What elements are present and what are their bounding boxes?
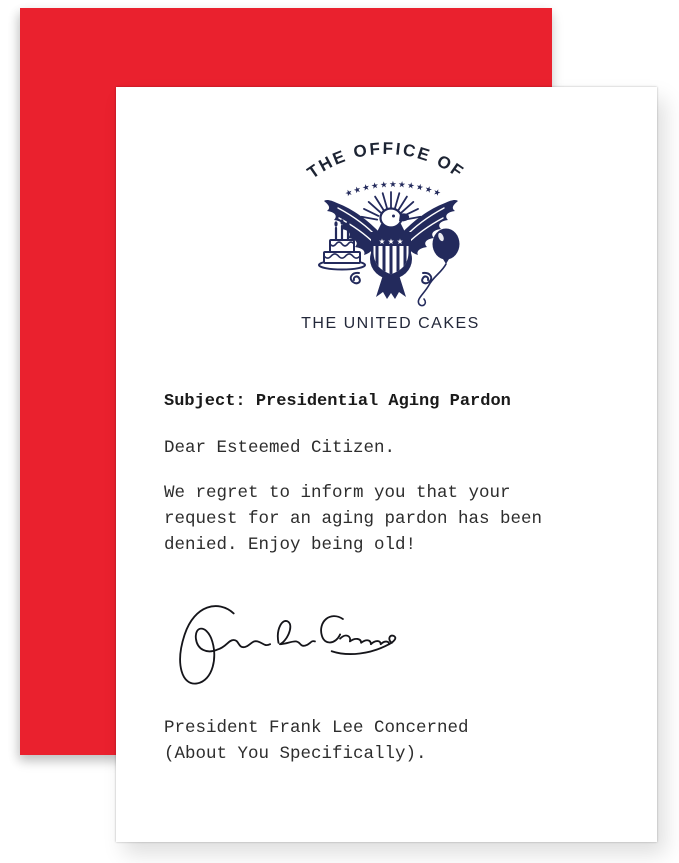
stars-arc-icon: ★★★★★★★★★★★: [343, 180, 443, 200]
letter-salutation: Dear Esteemed Citizen.: [164, 438, 396, 458]
seal-svg: [281, 137, 501, 309]
letter-body-line: We regret to inform you that your: [164, 483, 511, 503]
signoff-block: [164, 715, 617, 767]
office-seal: [164, 137, 617, 314]
svg-text:★: ★: [396, 237, 403, 246]
letter-body-line: denied. Enjoy being old!: [164, 535, 417, 555]
letter-subject: Subject: Presidential Aging Pardon: [164, 392, 511, 411]
arc-title: THE OFFICE OF: [303, 138, 468, 183]
org-name: THE UNITED CAKES: [301, 315, 480, 332]
svg-text:★: ★: [378, 237, 385, 246]
letter-body: [164, 390, 617, 767]
signoff-line: (About You Specifically).: [164, 744, 427, 764]
greeting-card: [116, 87, 657, 842]
svg-text:★: ★: [387, 237, 394, 246]
signoff-line: President Frank Lee Concerned: [164, 718, 469, 738]
signature: [166, 598, 617, 701]
letter-body-line: request for an aging pardon has been: [164, 509, 543, 529]
signature-icon: [166, 598, 398, 696]
letter-paragraph: [164, 480, 617, 558]
